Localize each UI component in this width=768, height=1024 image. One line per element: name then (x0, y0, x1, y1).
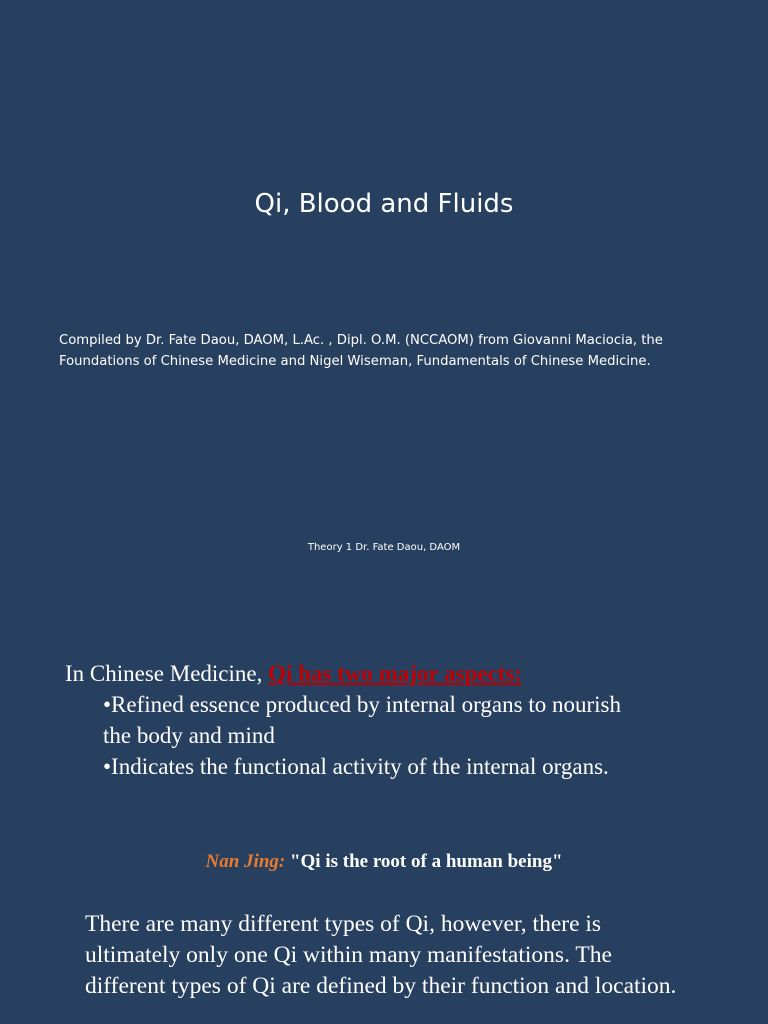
quote (0, 849, 768, 875)
body-paragraph: There are many different types of Qi, however, there is ultimately only one Qi within many manifestations. The different types of Qi are defined by their function and location. (85, 911, 677, 999)
list-item: •Indicates the functional activity of the internal organs. (103, 754, 609, 779)
quote-source: Nan Jing: (205, 851, 286, 872)
subtitle-line: Foundations of Chinese Medicine and Nigel Wiseman, Fundamentals of Chinese Medicine. (59, 354, 651, 369)
subtitle-line: Compiled by Dr. Fate Daou, DAOM, L.Ac. , Dipl. O.M. (NCCAOM) from Giovanni Maciocia, the (59, 333, 663, 348)
intro-lead: In Chinese Medicine, (65, 661, 269, 686)
aspects-list (103, 689, 623, 782)
intro-highlight: Qi has two major aspects: (268, 661, 522, 686)
slide-footer: Theory 1 Dr. Fate Daou, DAOM (307, 542, 461, 553)
intro-text (65, 659, 522, 689)
quote-text: "Qi is the root of a human being" (285, 851, 563, 872)
content-slide (0, 640, 768, 1024)
slide-title: Qi, Blood and Fluids (254, 189, 514, 219)
slide-subtitle (59, 330, 759, 372)
list-item: •Refined essence produced by internal organs to nourish the body and mind (103, 692, 621, 748)
